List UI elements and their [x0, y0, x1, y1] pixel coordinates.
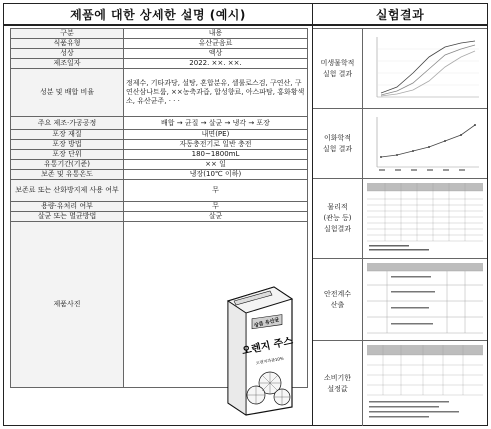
spec-row — [11, 170, 308, 180]
spec-value: 내면(PE) — [124, 130, 308, 140]
spec-key: 성상 — [11, 49, 124, 59]
spec-key: 포장 재질 — [11, 130, 124, 140]
spec-row — [11, 202, 308, 212]
spec-value: 무 — [124, 202, 308, 212]
spec-key: 포장 방법 — [11, 140, 124, 150]
left-header: 제품에 대한 상세한 설명 (예시) — [4, 4, 312, 26]
physical-table-thumbnail — [367, 183, 483, 255]
product-sub-text: 오렌지과즙10% — [255, 355, 285, 366]
result-label-text: 안전계수 산출 — [323, 289, 352, 309]
spec-row — [11, 180, 308, 202]
result-label-text: 미생물학적 실험 결과 — [320, 58, 355, 78]
spec-key: 포장 단위 — [11, 150, 124, 160]
spec-value: 180~1800mL — [124, 150, 308, 160]
result-row-physical — [313, 178, 487, 258]
spec-value: 살균 — [124, 212, 308, 222]
spec-row — [11, 69, 308, 117]
spec-value: 액상 — [124, 49, 308, 59]
result-label-text: 이화학적 실험 결과 — [322, 133, 353, 153]
microbial-chart-thumbnail — [367, 33, 483, 105]
result-label — [313, 109, 363, 178]
spec-value: 정제수, 기타과당, 설탕, 혼합분유, 셀룰로스검, 구연산, 구연산삼나트륨, ××농축과즙, 합성향료, 아스파탐, 홍화황색소, 유산균주, · · · — [124, 69, 308, 117]
spec-row — [11, 160, 308, 170]
spec-key: 보존료 또는 산화방지제 사용 여부 — [11, 180, 124, 202]
spec-value: 자동충전기로 일반 충전 — [124, 140, 308, 150]
product-brand-text: 오렌지 주스 — [241, 335, 294, 358]
spec-key: 구분 — [11, 29, 124, 39]
spec-key: 유통기간(기준) — [11, 160, 124, 170]
spec-row — [11, 39, 308, 49]
physicochemical-chart-thumbnail — [367, 113, 483, 175]
result-label — [313, 179, 363, 258]
spec-key: 성분 및 배합 비율 — [11, 69, 124, 117]
spec-key: 제조일자 — [11, 59, 124, 69]
safety-factor-table-thumbnail — [367, 263, 483, 337]
spec-value: 배합 → 균질 → 살균 → 냉각 → 포장 — [124, 117, 308, 130]
product-photo — [222, 283, 296, 417]
spec-row — [11, 150, 308, 160]
spec-key: 살균 또는 멸균방법 — [11, 212, 124, 222]
product-tag-text: 상큼 유산균 — [253, 316, 281, 330]
spec-value: ×× 일 — [124, 160, 308, 170]
spec-value: 무 — [124, 180, 308, 202]
spec-key: 보존 및 유통온도 — [11, 170, 124, 180]
spec-key: 용량·유처리 여부 — [11, 202, 124, 212]
spec-row — [11, 117, 308, 130]
result-row-safety-factor — [313, 258, 487, 340]
spec-key: 제품사진 — [11, 222, 124, 388]
result-row-shelf-life — [313, 340, 487, 426]
result-label — [313, 341, 363, 426]
result-row-physicochemical — [313, 108, 487, 178]
result-label — [313, 259, 363, 340]
spec-value: 냉장(10℃ 이하) — [124, 170, 308, 180]
spec-value: 2022. ××. ××. — [124, 59, 308, 69]
spec-key: 식품유형 — [11, 39, 124, 49]
result-label-text: 소비기한 설정값 — [323, 373, 352, 393]
spec-key: 주요 제조·가공공정 — [11, 117, 124, 130]
spec-row — [11, 49, 308, 59]
shelf-life-table-thumbnail — [367, 345, 483, 423]
spec-row — [11, 212, 308, 222]
spec-row — [11, 59, 308, 69]
result-label-text: 물리적 (관능 등) 실험결과 — [323, 203, 352, 233]
spec-row — [11, 140, 308, 150]
spec-value: 유산균음료 — [124, 39, 308, 49]
result-row-microbial — [313, 28, 487, 108]
spec-row — [11, 130, 308, 140]
result-label — [313, 29, 363, 108]
spec-row — [11, 29, 308, 39]
spec-value: 내용 — [124, 29, 308, 39]
experiment-results-panel — [312, 3, 488, 426]
right-header: 실험결과 — [313, 4, 487, 26]
